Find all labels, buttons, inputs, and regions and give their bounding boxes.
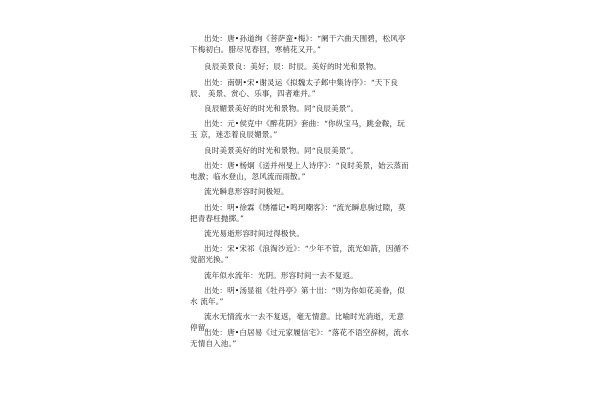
source-text: 出处：元•侯克中《醉花阴》套曲：“你纵宝马，跳金鞍，玩玉 京，迷恋着良辰媚景。” bbox=[190, 119, 405, 139]
entry-source bbox=[190, 327, 410, 349]
source-text: 出处：明•徐霖《绣襦记•鸣珂嘲客》：“流光瞬息驹过隙，莫 把青春枉抛掷。” bbox=[190, 203, 406, 223]
entry-definition bbox=[190, 61, 410, 72]
entry-source bbox=[190, 243, 410, 265]
source-text: 出处：宋•宋祁《浪淘沙近》：“少年不管，流光如箭，因循不 觉韶光换。” bbox=[190, 244, 409, 264]
entry-source bbox=[190, 33, 410, 55]
source-text: 出处：南朝•宋•谢灵运《拟魏太子邺中集诗序》：“天下良辰、 美景、赏心、乐事，四者难并。” bbox=[190, 78, 398, 98]
source-text: 出处：唐•孙道绚《菩萨蛮•梅》：“阑干六曲天围碧，松风亭 下梅初白。腊尽见春回，寒梢花又开。” bbox=[190, 34, 406, 54]
entry-definition bbox=[190, 228, 410, 239]
entry-source bbox=[190, 118, 410, 140]
definition-text: 流年似水流年：光阴。形容时间一去不复返。 bbox=[204, 271, 358, 280]
source-text: 出处：明•汤显祖《牡丹亭》第十出：“则为你如花美眷，似水 流年。” bbox=[190, 286, 405, 306]
definition-text: 流光易逝形容时间过得极快。 bbox=[204, 229, 305, 238]
definition-text: 流水无情流水一去不复返，毫无情意。比喻时光消逝，无意停留。 bbox=[190, 312, 405, 332]
entry-definition bbox=[190, 145, 410, 156]
definition-text: 流光瞬息形容时间极短。 bbox=[204, 187, 289, 196]
entry-source bbox=[190, 202, 410, 224]
definition-text: 良辰媚景美好的时光和景物。同“良辰美景”。 bbox=[204, 104, 359, 113]
entry-source bbox=[190, 77, 410, 99]
entry-source bbox=[190, 160, 410, 182]
entry-source bbox=[190, 285, 410, 307]
source-text: 出处：唐•白居易《过元家履信宅》：“落花不语空辞树，流水 无情自入池。” bbox=[190, 328, 409, 348]
definition-text: 良时美景美好的时光和景物。同“良辰美景”。 bbox=[204, 146, 359, 155]
entry-definition bbox=[190, 186, 410, 197]
source-text: 出处：唐•杨炯《送并州旻上人诗序》：“良时美景，始云蒸而 电激；临水登山，忽风流而雨散。” bbox=[190, 161, 409, 181]
definition-text: 良辰美景良：美好；辰：时辰。美好的时光和景物。 bbox=[204, 62, 381, 71]
entry-definition bbox=[190, 270, 410, 281]
entry-definition bbox=[190, 103, 410, 114]
